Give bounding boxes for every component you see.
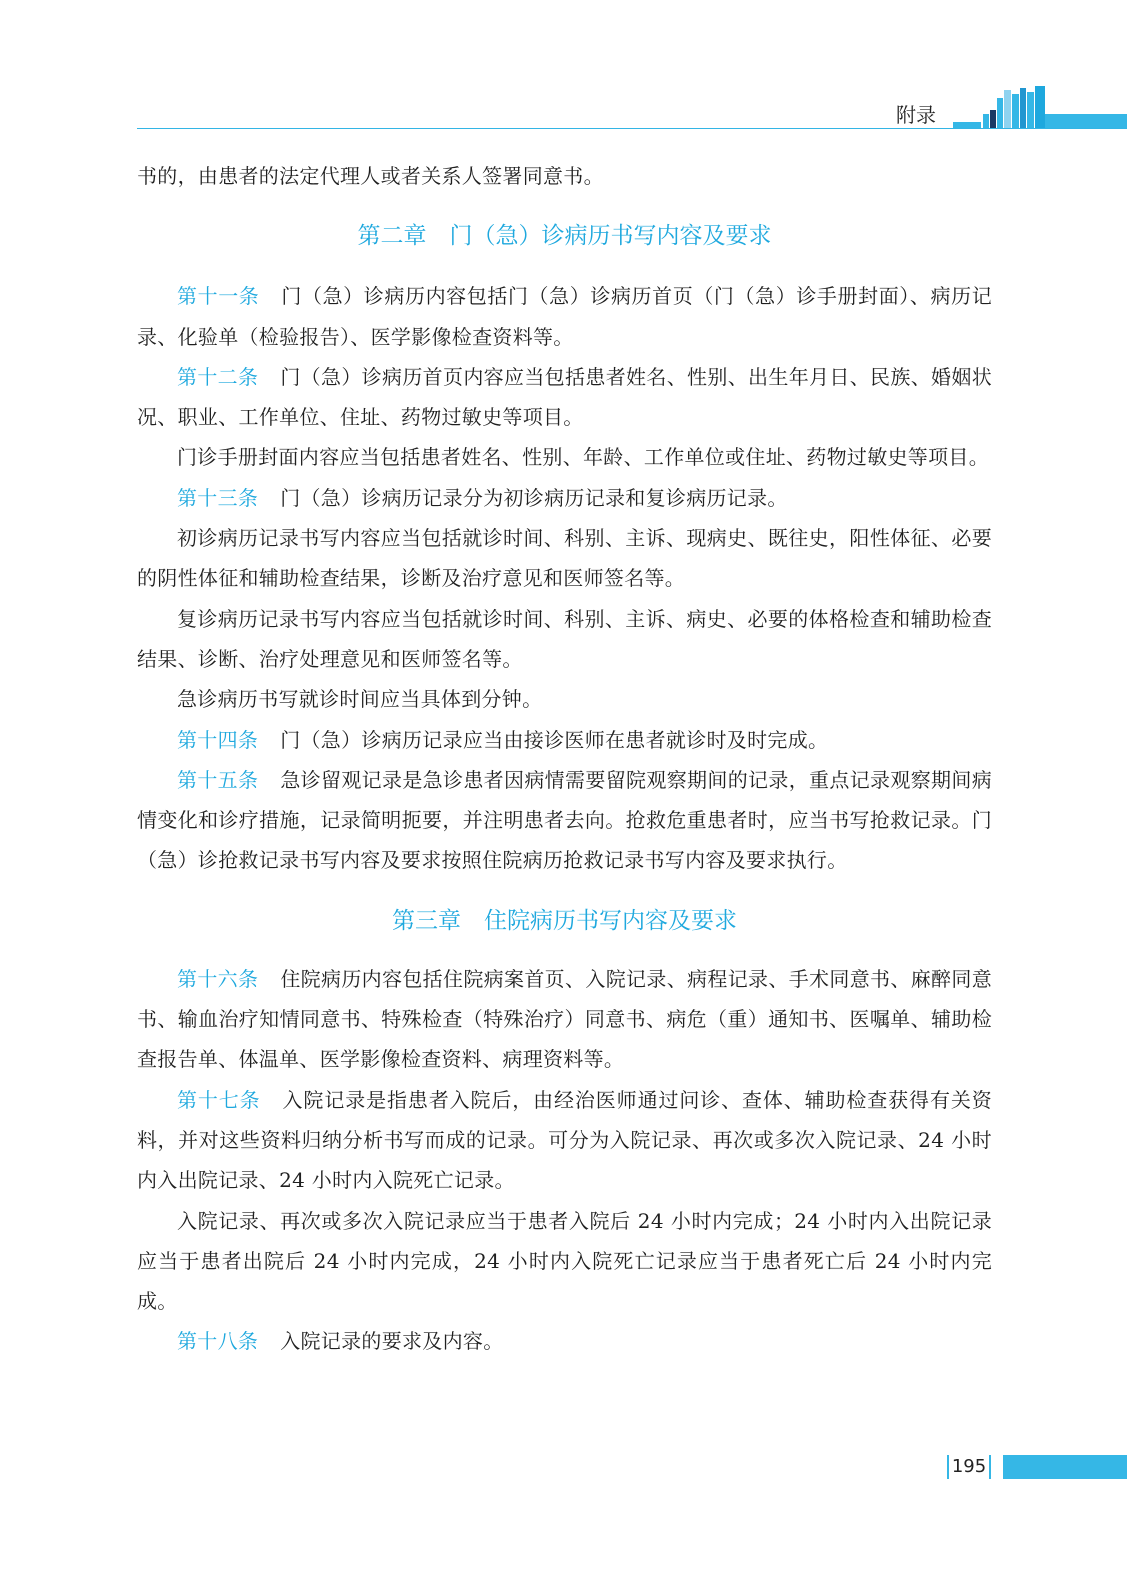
- article-18-label: 第十八条: [177, 1329, 259, 1354]
- article-12-paragraph-2: 门诊手册封面内容应当包括患者姓名、性别、年龄、工作单位或住址、药物过敏史等项目。: [177, 445, 989, 470]
- chapter-2-title: 第二章 门（急）诊病历书写内容及要求: [357, 223, 772, 250]
- article-12-label: 第十二条: [177, 364, 259, 389]
- page-number: 195: [947, 1455, 991, 1479]
- article-13-label: 第十三条: [177, 485, 259, 510]
- article-13-paragraph-3: 复诊病历记录书写内容应当包括就诊时间、科别、主诉、病史、必要的体格检查和辅助检查结果、诊断、治疗处理意见和医师签名等。: [137, 606, 992, 671]
- article-11-label: 第十一条: [177, 284, 260, 309]
- header-accent-bar: [1045, 114, 1127, 128]
- article-15-label: 第十五条: [177, 767, 259, 792]
- article-13-paragraph-2: 初诊病历记录书写内容应当包括就诊时间、科别、主诉、现病史、既往史，阳性体征、必要的阴性体征和辅助检查结果，诊断及治疗意见和医师签名等。: [137, 526, 992, 591]
- section-label: 附录: [896, 103, 936, 127]
- article-17: [137, 1080, 992, 1201]
- article-11-text: 门（急）诊病历内容包括门（急）诊病历首页（门（急）诊手册封面）、病历记录、化验单（检验报告）、医学影像检查资料等。: [137, 284, 992, 349]
- article-17-paragraph-2: 入院记录、再次或多次入院记录应当于患者入院后 24 小时内完成；24 小时内入出院记录应当于患者出院后 24 小时内完成，24 小时内入院死亡记录应当于患者死亡后 24 小时内完成。: [137, 1208, 992, 1314]
- continuation-paragraph: 书的，由患者的法定代理人或者关系人签署同意书。: [137, 164, 604, 188]
- article-13: [137, 478, 992, 518]
- footer-accent-bar: [1003, 1455, 1127, 1479]
- article-15-text: 急诊留观记录是急诊患者因病情需要留院观察期间的记录，重点记录观察期间病情变化和诊疗措施，记录简明扼要，并注明患者去向。抢救危重患者时，应当书写抢救记录。门（急）诊抢救记录书写内容及要求按照住院病历抢救记录书写内容及要求执行。: [137, 767, 993, 873]
- chapter-3-title: 第三章 住院病历书写内容及要求: [392, 907, 737, 934]
- article-16-text: 住院病历内容包括住院病案首页、入院记录、病程记录、手术同意书、麻醉同意书、输血治疗知情同意书、特殊检查（特殊治疗）同意书、病危（重）通知书、医嘱单、辅助检查报告单、体温单、医学影像检查资料、病理资料等。: [137, 966, 993, 1072]
- article-13-paragraph-4: 急诊病历书写就诊时间应当具体到分钟。: [177, 687, 543, 712]
- article-17-label: 第十七条: [177, 1087, 261, 1112]
- header-rule: [137, 128, 1127, 129]
- article-18: [137, 1321, 992, 1361]
- article-14-text: 门（急）诊病历记录应当由接诊医师在患者就诊时及时完成。: [280, 727, 829, 752]
- article-16-label: 第十六条: [177, 966, 259, 991]
- article-11: [137, 276, 992, 357]
- page-content: [137, 156, 992, 1362]
- article-17-text: 入院记录是指患者入院后，由经治医师通过问诊、查体、辅助检查获得有关资料，并对这些资料归纳分析书写而成的记录。可分为入院记录、再次或多次入院记录、24 小时内入出院记录、24 小时内入院死亡记录。: [137, 1087, 993, 1193]
- books-icon: [953, 86, 1045, 128]
- article-12: [137, 357, 992, 438]
- article-16: [137, 959, 992, 1080]
- article-14: [137, 720, 992, 760]
- article-12-text: 门（急）诊病历首页内容应当包括患者姓名、性别、出生年月日、民族、婚姻状况、职业、工作单位、住址、药物过敏史等项目。: [137, 364, 993, 430]
- article-18-text: 入院记录的要求及内容。: [280, 1329, 504, 1354]
- article-14-label: 第十四条: [177, 727, 259, 752]
- article-13-text: 门（急）诊病历记录分为初诊病历记录和复诊病历记录。: [280, 485, 788, 510]
- article-15: [137, 760, 992, 881]
